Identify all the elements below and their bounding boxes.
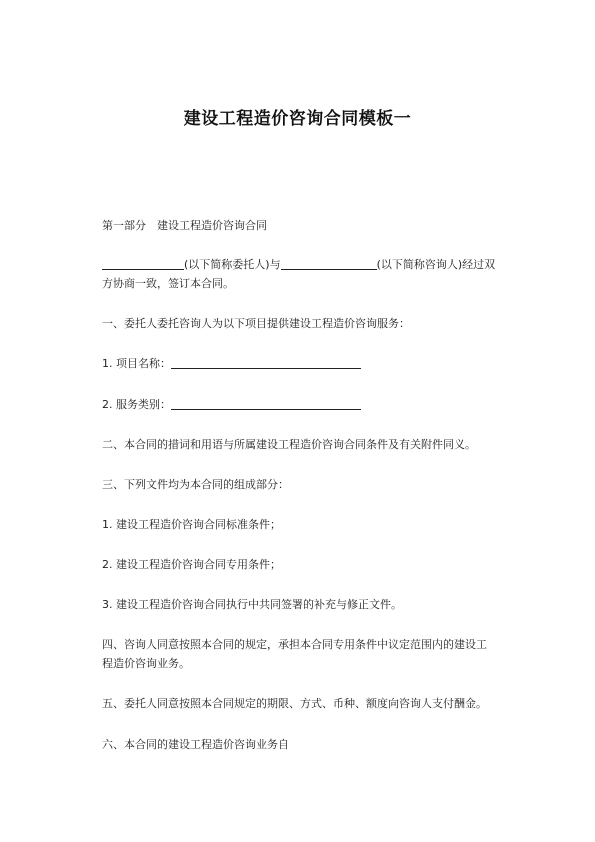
- consultant-label: (以下简称咨询人)经过双: [376, 258, 496, 271]
- project-name-blank[interactable]: [171, 356, 361, 369]
- clause-four-line1: 四、咨询人同意按照本合同的规定，承担本合同专用条件中议定范围内的建设工: [102, 638, 487, 651]
- client-label: (以下简称委托人)与: [184, 258, 281, 271]
- contract-document-3: 3. 建设工程造价咨询合同执行中共同签署的补充与修正文件。: [102, 598, 402, 611]
- consultant-name-blank[interactable]: [281, 257, 377, 270]
- client-name-blank[interactable]: [102, 257, 184, 270]
- project-name-label: 1. 项目名称：: [102, 357, 171, 370]
- contract-document-1: 1. 建设工程造价咨询合同标准条件；: [102, 518, 281, 531]
- parties-paragraph-line2: 方协商一致，签订本合同。: [102, 277, 234, 290]
- service-type-blank[interactable]: [171, 397, 361, 410]
- clause-four-line2: 程造价咨询业务。: [102, 657, 190, 670]
- service-type-label: 2. 服务类别：: [102, 398, 171, 411]
- clause-five: 五、委托人同意按照本合同规定的期限、方式、币种、额度向咨询人支付酬金。: [102, 697, 487, 710]
- section-heading: 第一部分 建设工程造价咨询合同: [102, 219, 267, 232]
- clause-one: 一、委托人委托咨询人为以下项目提供建设工程造价咨询服务：: [102, 317, 410, 330]
- clause-two: 二、本合同的措词和用语与所属建设工程造价咨询合同条件及有关附件同义。: [102, 438, 476, 451]
- clause-six: 六、本合同的建设工程造价咨询业务自: [102, 738, 289, 751]
- parties-paragraph-line1: [102, 255, 522, 274]
- project-name-line: [102, 354, 522, 373]
- clause-three: 三、下列文件均为本合同的组成部分：: [102, 478, 289, 491]
- contract-document-2: 2. 建设工程造价咨询合同专用条件；: [102, 558, 281, 571]
- service-type-line: [102, 395, 522, 414]
- document-title: 建设工程造价咨询合同模板一: [183, 109, 412, 129]
